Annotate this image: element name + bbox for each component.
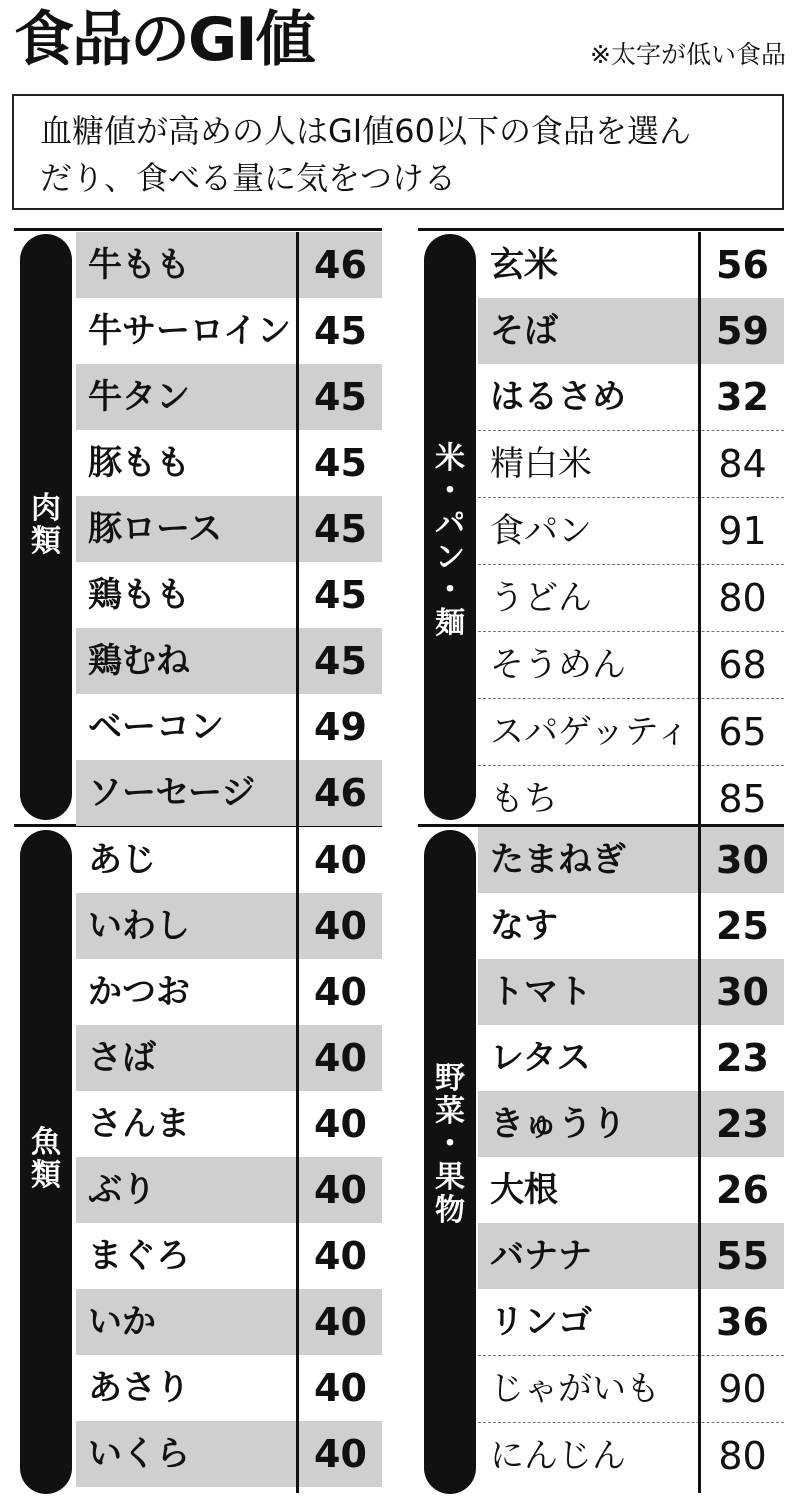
gi-value: 45	[299, 496, 382, 562]
table-row	[76, 430, 382, 496]
gi-value: 23	[716, 1036, 769, 1080]
gi-value: 45	[314, 309, 367, 353]
food-name: レタス	[490, 1038, 591, 1078]
gi-value: 45	[299, 364, 382, 430]
table-row	[478, 1025, 784, 1091]
table-row	[478, 765, 784, 832]
food-name: 豚ロース	[76, 496, 296, 562]
food-name: 牛サーロイン	[88, 311, 291, 351]
food-name: じゃがいも	[490, 1369, 660, 1409]
food-name: いか	[76, 1289, 296, 1355]
fish-column-divider	[296, 827, 299, 1493]
food-name: にんじん	[490, 1436, 626, 1476]
fish-table	[76, 827, 382, 1487]
table-row	[478, 430, 784, 497]
meat-column-divider	[296, 232, 299, 824]
food-name: バナナ	[478, 1223, 698, 1289]
gi-value: 30	[701, 827, 784, 893]
table-row	[478, 1157, 784, 1223]
food-name: ソーセージ	[76, 760, 296, 826]
fish-category-pill	[20, 830, 72, 1494]
food-name: なす	[490, 906, 558, 946]
gi-value: 40	[299, 1025, 382, 1091]
table-row	[76, 496, 382, 562]
table-row	[478, 959, 784, 1025]
food-name: あさり	[88, 1368, 190, 1408]
table-row	[76, 298, 382, 364]
table-row	[478, 631, 784, 698]
gi-value: 46	[299, 232, 382, 298]
table-row	[478, 893, 784, 959]
table-row	[76, 1025, 382, 1091]
gi-value: 56	[716, 243, 769, 287]
table-row	[478, 698, 784, 765]
meat-category-label: 肉 類	[31, 491, 61, 559]
food-name: 鶏もも	[88, 575, 190, 615]
table-row	[76, 959, 382, 1025]
food-name: もち	[490, 779, 558, 819]
table-row	[478, 298, 784, 364]
meat-table	[76, 232, 382, 826]
gi-value: 36	[716, 1300, 769, 1344]
advice-line-1: 血糖値が高めの人はGI値60以下の食品を選ん	[40, 112, 691, 150]
gi-value: 80	[718, 1434, 767, 1478]
veg-category-pill	[424, 830, 476, 1494]
gi-value: 91	[718, 509, 767, 553]
gi-value: 40	[299, 1289, 382, 1355]
food-name: トマト	[478, 959, 698, 1025]
gi-value: 45	[314, 573, 367, 617]
gi-value: 32	[716, 375, 769, 419]
table-row	[76, 694, 382, 760]
gi-value: 25	[716, 904, 769, 948]
gi-value: 40	[299, 893, 382, 959]
food-name: いくら	[76, 1421, 296, 1487]
table-row	[478, 1091, 784, 1157]
gi-value: 55	[701, 1223, 784, 1289]
food-name: 牛タン	[76, 364, 296, 430]
food-name: はるさめ	[490, 377, 626, 417]
gi-value: 40	[314, 1234, 367, 1278]
gi-value: 59	[701, 298, 784, 364]
table-row	[478, 827, 784, 893]
table-row	[76, 1091, 382, 1157]
food-name: そば	[478, 298, 698, 364]
table-row	[76, 364, 382, 430]
gi-value: 40	[299, 1157, 382, 1223]
legend-note: ※太字が低い食品	[590, 40, 786, 69]
food-name: うどん	[490, 578, 592, 618]
table-row	[478, 364, 784, 430]
food-name: さんま	[88, 1104, 190, 1144]
food-name: そうめん	[490, 645, 626, 685]
gi-value: 85	[718, 777, 767, 821]
food-name: 鶏むね	[76, 628, 296, 694]
meat-category-pill	[20, 234, 72, 820]
food-name: 豚もも	[88, 443, 190, 483]
food-name: 玄米	[490, 245, 558, 285]
gi-value: 84	[718, 442, 767, 486]
table-row	[76, 562, 382, 628]
table-row	[478, 1422, 784, 1489]
grains-category-pill	[424, 234, 476, 820]
left-top-divider	[14, 228, 382, 231]
table-row	[478, 1223, 784, 1289]
table-row	[76, 827, 382, 893]
gi-value: 65	[718, 710, 767, 754]
food-name: あじ	[88, 840, 156, 880]
advice-line-2: だり、食べる量に気をつける	[40, 159, 457, 197]
table-row	[76, 1421, 382, 1487]
right-top-divider	[418, 228, 784, 231]
food-name: 牛もも	[76, 232, 296, 298]
food-name: ぶり	[76, 1157, 296, 1223]
table-row	[76, 1157, 382, 1223]
table-row	[76, 1355, 382, 1421]
gi-value: 46	[299, 760, 382, 826]
grains-table	[478, 232, 784, 832]
table-row	[76, 760, 382, 826]
food-name: ベーコン	[88, 707, 224, 747]
gi-value: 68	[718, 643, 767, 687]
food-name: まぐろ	[88, 1236, 190, 1276]
gi-value: 90	[718, 1367, 767, 1411]
page-title: 食品のGI値	[14, 5, 314, 75]
table-row	[76, 1289, 382, 1355]
food-name: リンゴ	[490, 1302, 592, 1342]
table-row	[76, 1223, 382, 1289]
gi-value: 23	[701, 1091, 784, 1157]
gi-value: 45	[299, 628, 382, 694]
gi-value: 30	[701, 959, 784, 1025]
table-row	[478, 1355, 784, 1422]
food-name: かつお	[88, 972, 190, 1012]
gi-value: 26	[716, 1168, 769, 1212]
gi-value: 40	[314, 1102, 367, 1146]
table-row	[76, 628, 382, 694]
grains-category-label: 米 ・ パ ン ・ 麺	[435, 441, 465, 641]
table-row	[76, 232, 382, 298]
food-name: 大根	[490, 1170, 558, 1210]
grains-column-divider	[698, 232, 701, 824]
food-name: スパゲッティ	[490, 712, 690, 752]
gi-value: 40	[299, 1421, 382, 1487]
food-name: きゅうり	[478, 1091, 698, 1157]
veg-column-divider	[698, 827, 701, 1493]
table-row	[478, 232, 784, 298]
gi-value: 45	[314, 441, 367, 485]
food-name: 精白米	[490, 444, 592, 484]
food-name: さば	[76, 1025, 296, 1091]
table-row	[478, 497, 784, 564]
table-row	[478, 564, 784, 631]
food-name: たまねぎ	[478, 827, 698, 893]
table-row	[76, 893, 382, 959]
gi-value: 40	[314, 1366, 367, 1410]
food-name: いわし	[76, 893, 296, 959]
food-name: 食パン	[490, 511, 592, 551]
gi-value: 40	[314, 838, 367, 882]
table-row	[478, 1289, 784, 1355]
gi-value: 49	[314, 705, 367, 749]
advice-callout	[12, 94, 784, 210]
veg-table	[478, 827, 784, 1489]
veg-category-label: 野 菜 ・ 果 物	[435, 1061, 465, 1228]
gi-value: 80	[718, 576, 767, 620]
gi-value: 40	[314, 970, 367, 1014]
fish-category-label: 魚 類	[31, 1125, 61, 1193]
